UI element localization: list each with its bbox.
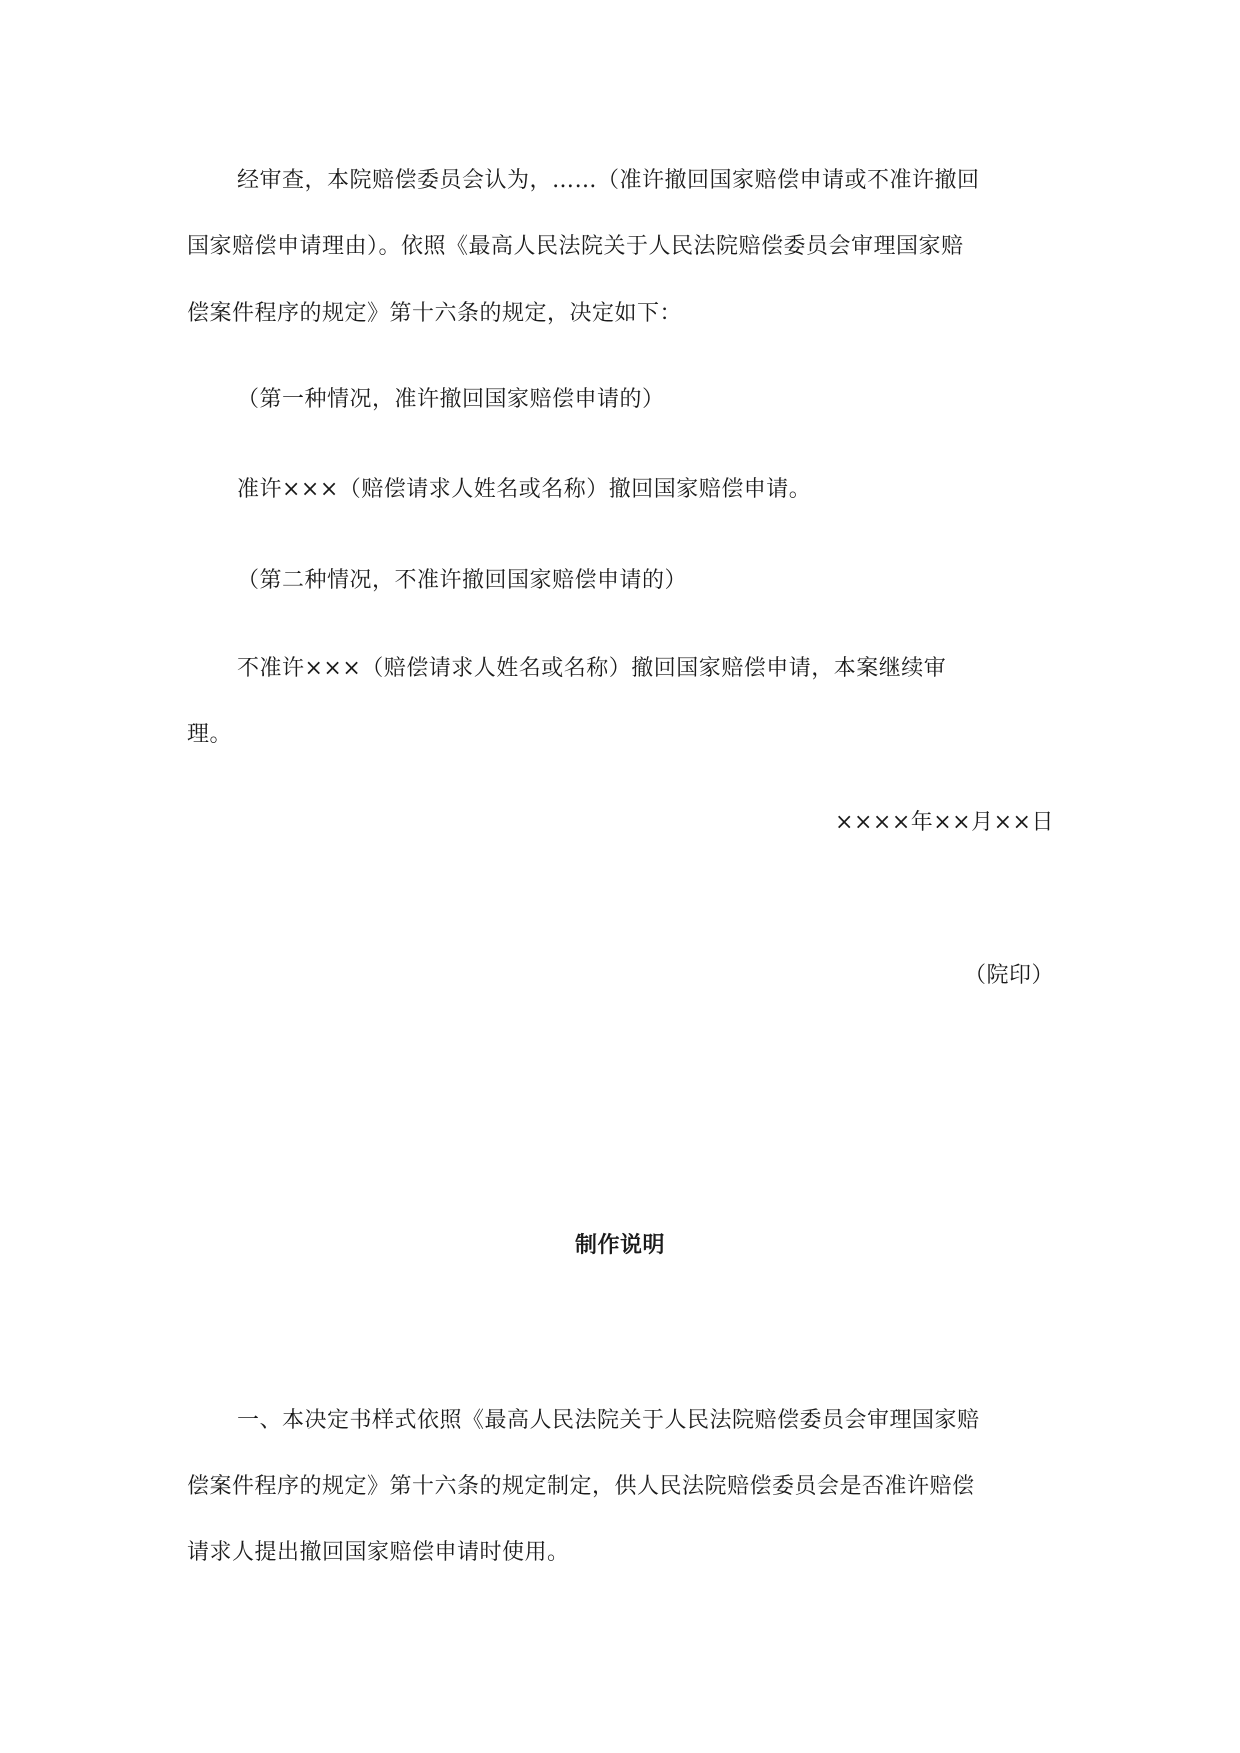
instructions-item1-line-1: 一、本决定书样式依照《最高人民法院关于人民法院赔偿委员会审理国家赔: [237, 1408, 980, 1433]
instructions-title: 制作说明: [574, 1232, 665, 1258]
instructions-item1-line-3: 请求人提出撤回国家赔偿申请时使用。: [187, 1540, 570, 1565]
case2-text-line-2: 理。: [187, 722, 233, 747]
instructions-item1-line-2: 偿案件程序的规定》第十六条的规定制定，供人民法院赔偿委员会是否准许赔偿: [187, 1474, 975, 1499]
case1-heading: （第一种情况，准许撤回国家赔偿申请的）: [237, 387, 665, 412]
case1-text: 准许×××（赔偿请求人姓名或名称）撤回国家赔偿申请。: [237, 477, 812, 502]
reasoning-paragraph-line-2: 国家赔偿申请理由）。依照《最高人民法院关于人民法院赔偿委员会审理国家赔: [187, 234, 964, 259]
reasoning-paragraph-line-3: 偿案件程序的规定》第十六条的规定，决定如下：: [187, 301, 683, 326]
case2-text-line-1: 不准许×××（赔偿请求人姓名或名称）撤回国家赔偿申请，本案继续审: [237, 656, 947, 681]
court-seal: （院印）: [963, 963, 1054, 988]
decision-date: ××××年××月××日: [835, 810, 1054, 835]
case2-heading: （第二种情况，不准许撤回国家赔偿申请的）: [237, 568, 688, 593]
reasoning-paragraph-line-1: 经审查，本院赔偿委员会认为，……（准许撤回国家赔偿申请或不准许撤回: [237, 168, 980, 193]
